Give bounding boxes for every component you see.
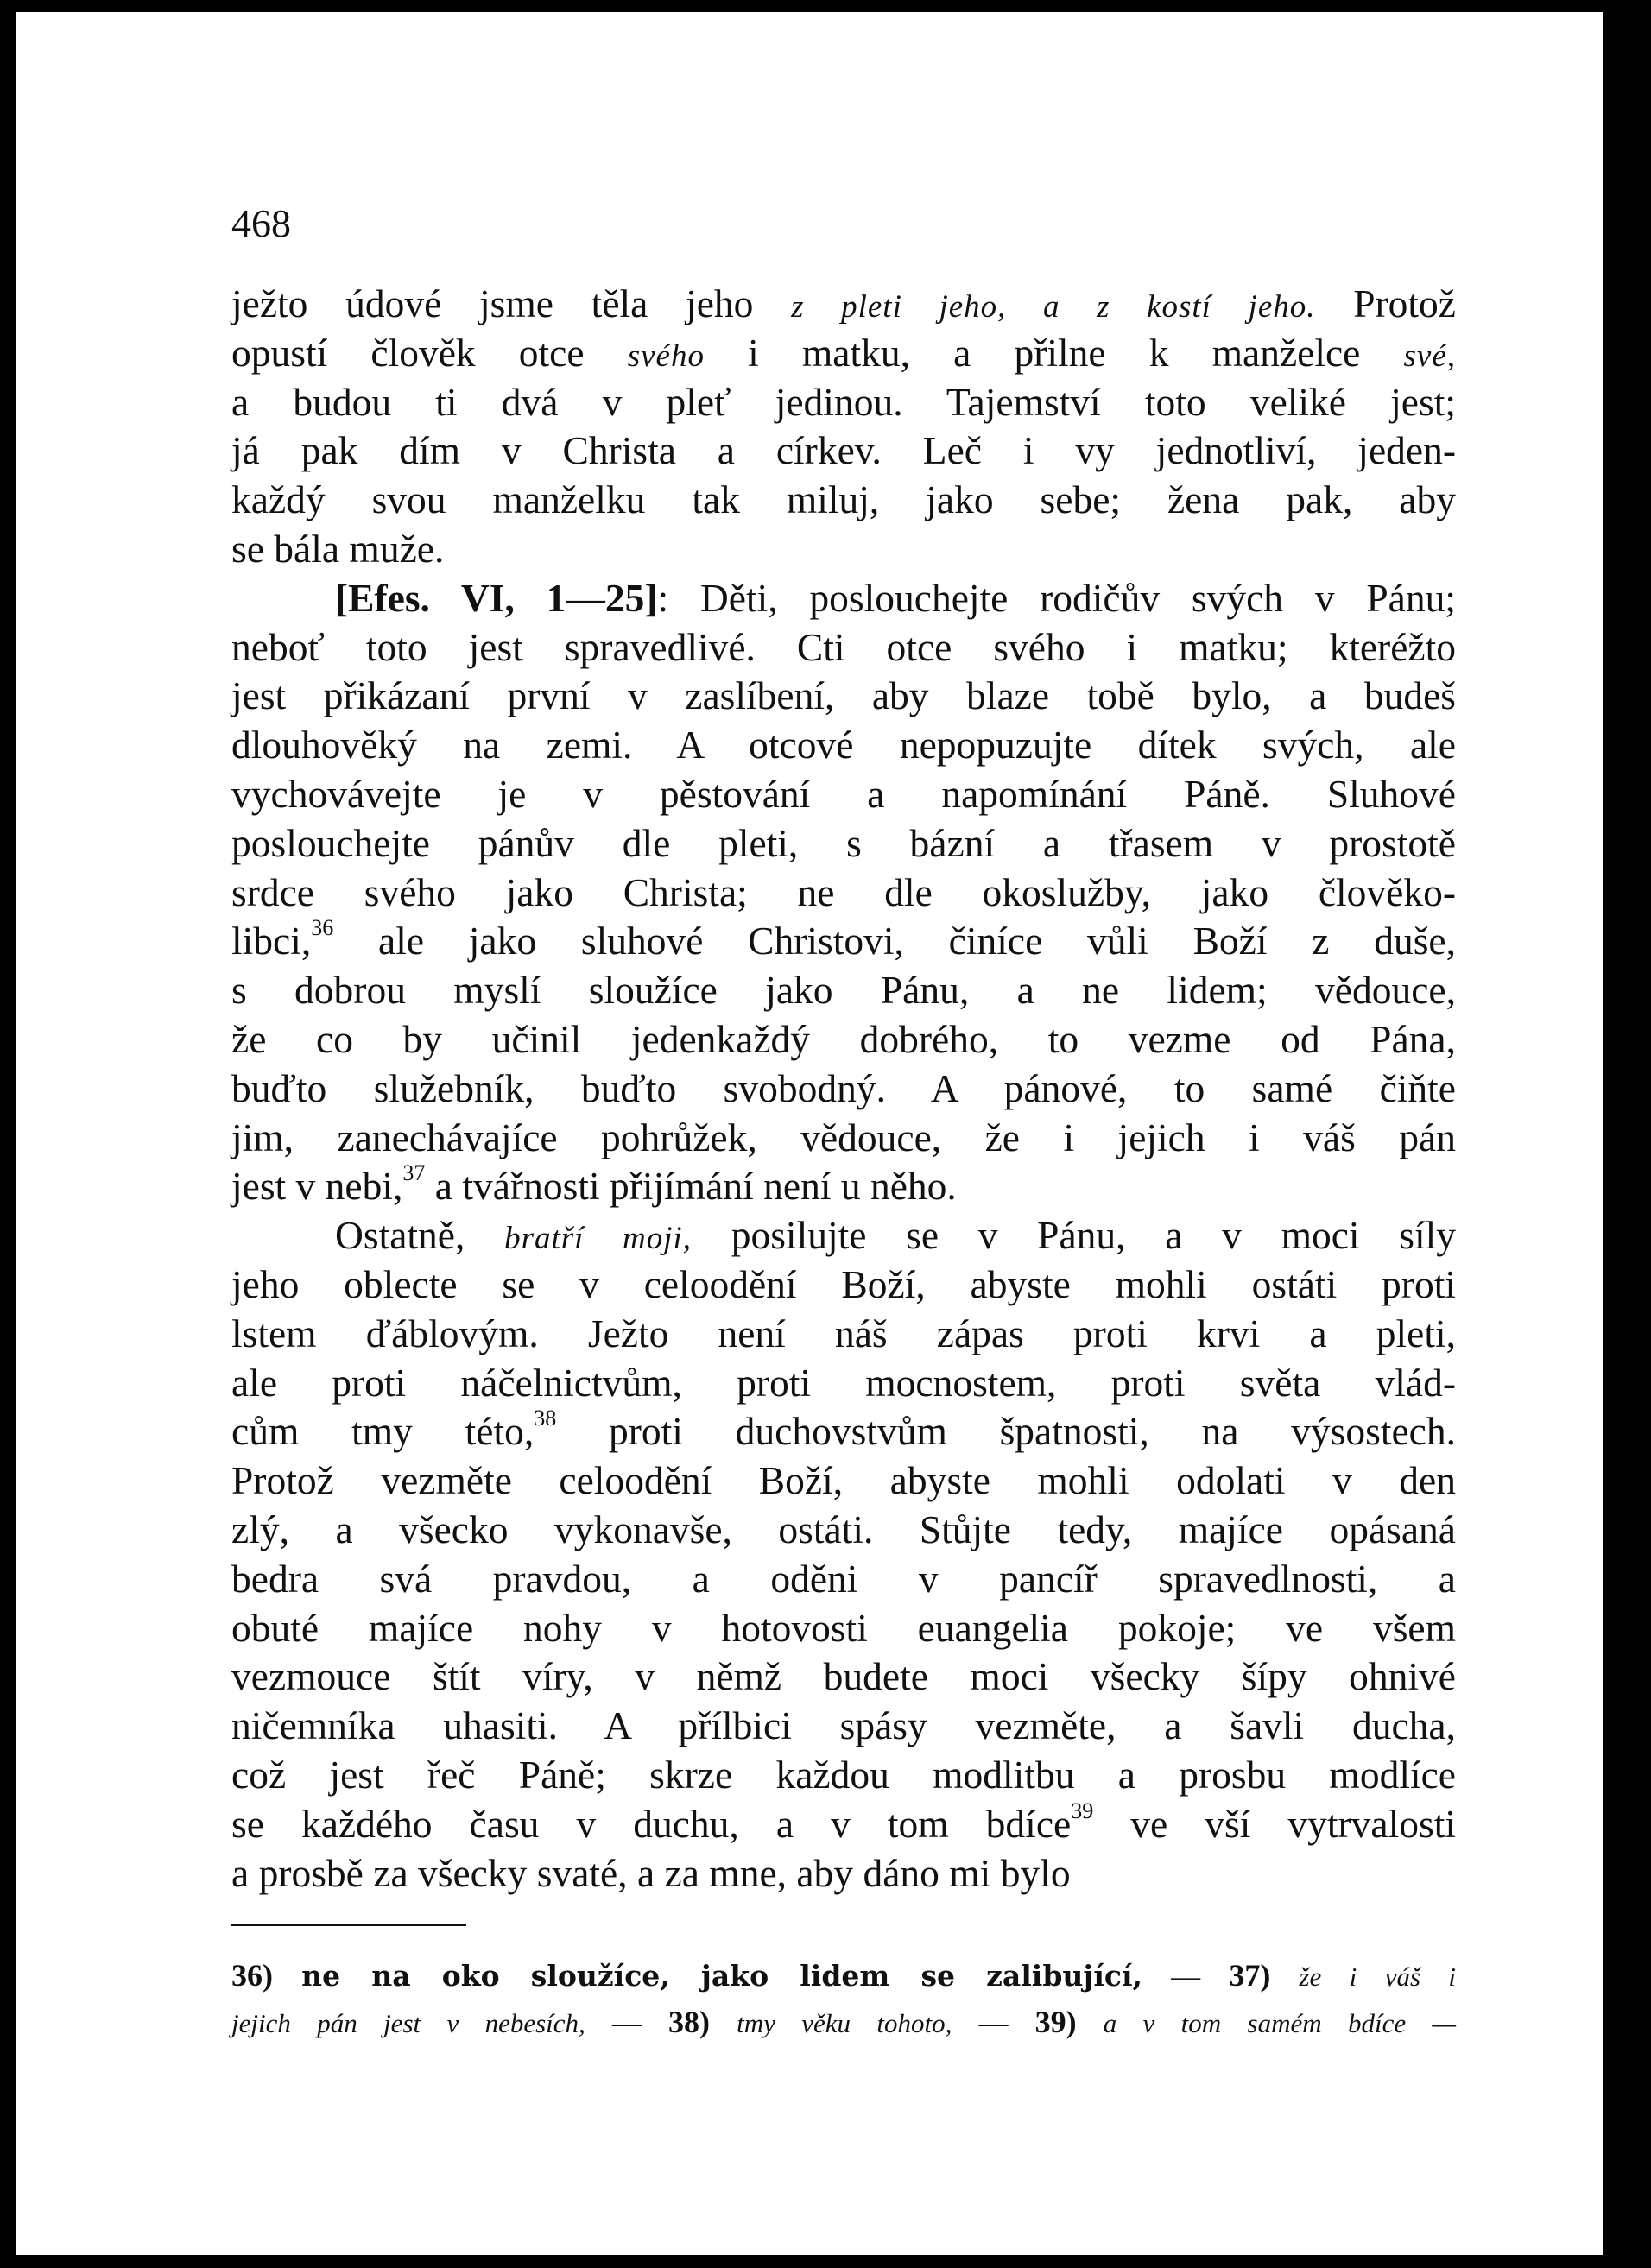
text-run: se každého času v duchu, a v tom bdíce	[231, 1801, 1072, 1846]
text-run: a budou ti dvá v pleť jedinou. Tajemství toto veliké jest;	[231, 379, 1456, 424]
text-run: neboť toto jest spravedlivé. Cti otce svého i matku; kteréžto	[231, 624, 1456, 669]
text-line	[231, 1407, 1456, 1456]
text-line	[231, 476, 1456, 525]
text-line	[231, 1555, 1456, 1604]
text-line	[231, 917, 1456, 966]
text-run: že co by učinil jedenkaždý dobrého, to vezme od Pána,	[231, 1016, 1456, 1061]
text-run: já pak dím v Christa a církev. Leč i vy jednotliví, jeden-	[231, 428, 1456, 473]
text-run: buďto služebník, buďto svobodný. A pánové, to samé čiňte	[231, 1065, 1456, 1110]
scan-edge	[1603, 12, 1627, 2255]
text-run: cům tmy této,	[231, 1409, 535, 1454]
text-run: : Děti, poslouchejte rodičův svých v Pánu;	[657, 575, 1456, 620]
footnote-variant: že i váš i	[1299, 1962, 1457, 1993]
text-line	[231, 1849, 1456, 1898]
text-run: jest přikázaní první v zaslíbení, aby blaze tobě bylo, a budeš	[231, 673, 1456, 718]
footnote-ref: 36	[311, 915, 334, 941]
text-run: každý svou manželku tak miluj, jako sebe; žena pak, aby	[231, 477, 1456, 522]
text-run: Ostatně,	[335, 1213, 505, 1258]
text-run: ničemníka uhasiti. A přílbici spásy vezměte, a šavli ducha,	[231, 1703, 1456, 1748]
text-run: ale jako sluhové Christovi, činíce vůli Boží z duše,	[333, 919, 1456, 963]
text-run: lstem ďáblovým. Ježto není náš zápas proti krvi a pleti,	[231, 1311, 1456, 1355]
footnote-gloss: ne na oko sloužíce, jako lidem se zalibující,	[301, 1959, 1143, 1993]
text-run: libci,	[231, 919, 312, 963]
text-line	[231, 966, 1456, 1015]
scanned-page	[16, 12, 1627, 2255]
text-run: a prosbě za všecky svaté, a za mne, aby dáno mi bylo	[231, 1850, 1071, 1895]
footnote-rule	[231, 1924, 466, 1926]
text-line	[231, 819, 1456, 869]
text-line	[231, 1162, 1456, 1211]
text-line	[231, 623, 1456, 673]
text-line	[231, 1260, 1456, 1310]
text-line	[231, 1456, 1456, 1506]
text-run: i matku, a přilne k manželce	[704, 330, 1404, 375]
text-line	[231, 280, 1456, 329]
footnote-ref: 37	[402, 1160, 426, 1186]
footnotes	[231, 1952, 1456, 2045]
text-line	[231, 426, 1456, 476]
text-run: zlý, a všecko vykonavše, ostáti. Stůjte tedy, majíce opásaná	[231, 1507, 1456, 1551]
text-run: jeho oblecte se v celoodění Boží, abyste mohli ostáti proti	[231, 1261, 1456, 1306]
text-line	[231, 574, 1456, 623]
text-line	[231, 1065, 1456, 1114]
text-run: opustí člověk otce	[231, 330, 628, 375]
text-run: ve vší vytrvalosti	[1093, 1801, 1456, 1846]
text-line	[231, 1604, 1456, 1653]
text-line	[231, 721, 1456, 770]
text-run: a tvářnosti přijímání není u něho.	[425, 1164, 957, 1209]
text-run: —	[585, 2007, 669, 2040]
text-run: dlouhověký na zemi. A otcové nepopuzujte dítek svých, ale	[231, 723, 1456, 768]
footnote-number: 38)	[668, 2005, 711, 2040]
text-run	[1270, 1961, 1299, 1993]
page-number: 468	[231, 201, 291, 245]
text-run: —	[952, 2007, 1035, 2040]
text-run: Protož vezměte celoodění Boží, abyste mohli odolati v den	[231, 1458, 1456, 1503]
text-line	[231, 1015, 1456, 1065]
text-run: vezmouce štít víry, v němž budete moci všecky šípy ohnivé	[231, 1654, 1456, 1699]
text-line	[231, 1797, 1456, 1849]
footnote-line	[231, 1999, 1456, 2045]
body-text	[231, 280, 1456, 1898]
text-run: se bála muže.	[231, 526, 445, 571]
text-line	[231, 672, 1456, 721]
text-run: s dobrou myslí sloužíce jako Pánu, a ne lidem; vědouce,	[231, 968, 1456, 1013]
text-line	[231, 525, 1456, 574]
scripture-ref: [Efes. VI, 1—25]	[335, 575, 658, 620]
page-content	[231, 198, 1456, 2045]
text-line	[231, 869, 1456, 918]
italic-run: své,	[1403, 338, 1456, 374]
text-run: jim, zanechávajíce pohrůžek, vědouce, že i jejich i váš pán	[231, 1115, 1456, 1159]
footnote-number: 39)	[1034, 2005, 1077, 2040]
text-line	[231, 1211, 1456, 1260]
footnote-number: 36)	[231, 1958, 273, 1993]
text-run: vychovávejte je v pěstování a napomínání Páně. Sluhové	[231, 771, 1456, 816]
text-run	[1077, 2007, 1104, 2039]
text-run: obuté majíce nohy v hotovosti euangelia pokoje; ve všem	[231, 1605, 1456, 1650]
text-line	[231, 1652, 1456, 1702]
text-run: ale proti náčelnictvům, proti mocnostem, proti světa vlád-	[231, 1360, 1456, 1405]
text-run: posilujte se v Pánu, a v moci síly	[692, 1213, 1456, 1258]
text-run: proti duchovstvům špatnosti, na výsostech.	[556, 1409, 1456, 1454]
italic-run: bratří moji,	[504, 1221, 693, 1257]
italic-run: svého	[627, 338, 705, 374]
footnote-variant: tmy věku tohoto,	[737, 2008, 952, 2039]
footnote-variant: a v tom samém bdíce —	[1103, 2008, 1457, 2039]
footnote-ref: 39	[1071, 1797, 1094, 1823]
text-run	[710, 2007, 737, 2039]
text-line	[231, 378, 1456, 427]
text-run: —	[1142, 1961, 1230, 1993]
text-line	[231, 1310, 1456, 1359]
text-run: bedra svá pravdou, a oděni v pancíř spravedlnosti, a	[231, 1556, 1456, 1601]
footnote-ref: 38	[534, 1406, 557, 1431]
text-run: srdce svého jako Christa; ne dle okoslužby, jako člověko-	[231, 869, 1456, 914]
text-run	[273, 1961, 301, 1993]
footnote-line	[231, 1952, 1456, 1999]
footnote-variant: jejich pán jest v nebesích,	[231, 2008, 585, 2039]
text-line	[231, 1751, 1456, 1800]
text-run: poslouchejte pánův dle pleti, s bázní a třasem v prostotě	[231, 820, 1456, 865]
italic-run: z pleti jeho, a z kostí jeho.	[791, 289, 1316, 325]
text-line	[231, 770, 1456, 819]
text-run: ježto údové jsme těla jeho	[231, 281, 792, 325]
footnote-number: 37)	[1229, 1958, 1271, 1993]
text-run: což jest řeč Páně; skrze každou modlitbu a prosbu modlíce	[231, 1752, 1456, 1797]
text-line	[231, 1702, 1456, 1751]
text-run: jest v nebi,	[231, 1164, 403, 1209]
text-run: Protož	[1315, 281, 1457, 325]
text-line	[231, 1506, 1456, 1555]
text-line	[231, 1114, 1456, 1163]
text-line	[231, 329, 1456, 378]
text-line	[231, 1359, 1456, 1408]
